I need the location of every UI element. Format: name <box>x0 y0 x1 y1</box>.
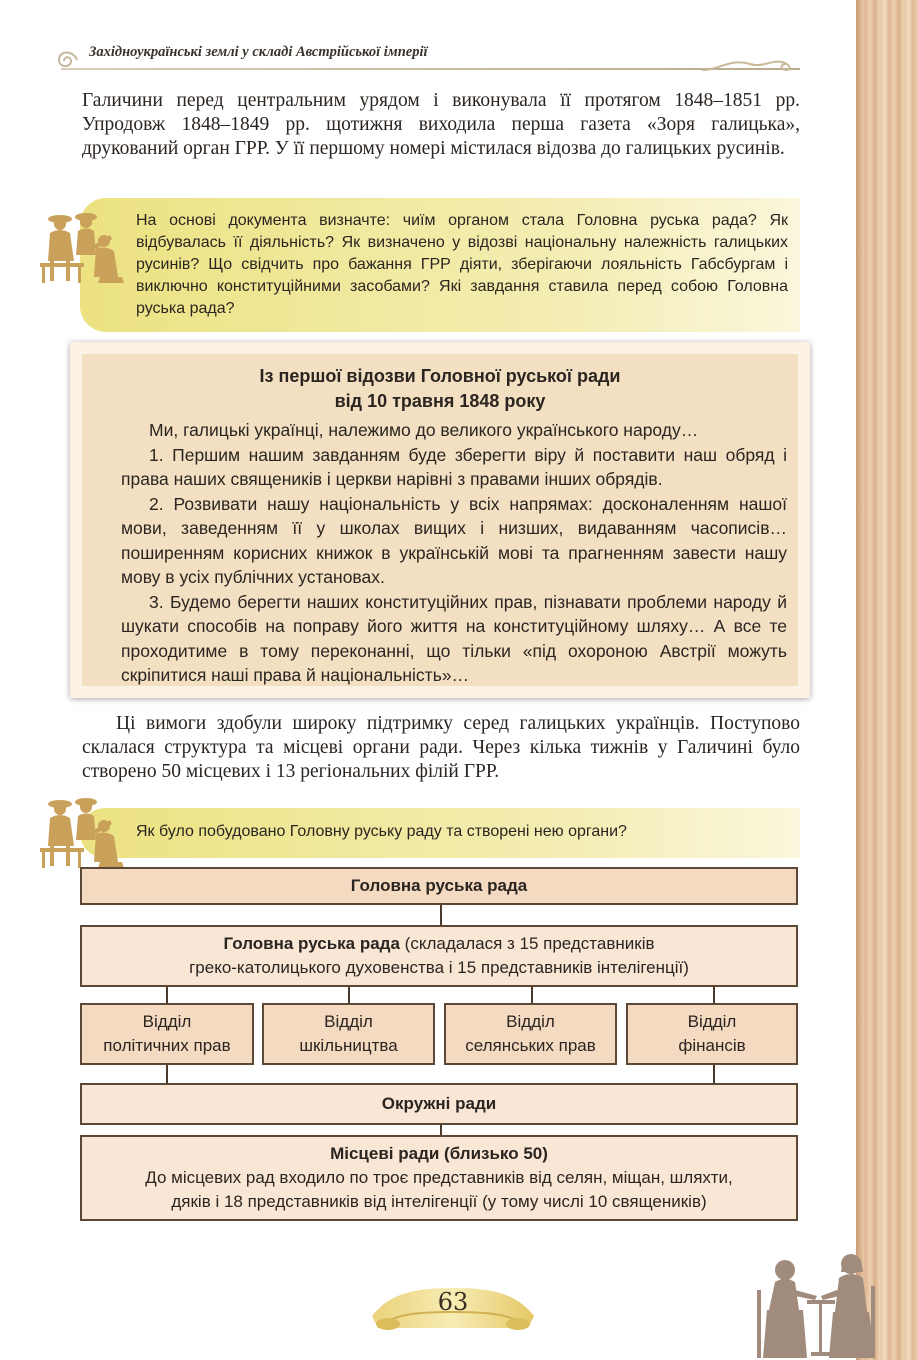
document-paragraph: Ми, галицькі українці, належимо до великого українського народу… <box>149 420 699 440</box>
local-councils-line1: До місцевих рад входило по троє представників від селян, міщан, шляхти, <box>145 1168 733 1187</box>
connector-line <box>440 1125 442 1135</box>
diagram-top-label: Головна руська рада <box>350 876 528 895</box>
department-box <box>444 1003 617 1065</box>
page-number-scroll <box>368 1276 538 1336</box>
document-title-line2: від 10 травня 1848 року <box>334 391 546 411</box>
intro-paragraph: Галичини перед центральним урядом і виконувала її протягом 1848–1851 рр. Упродовж 1848–1849 рр. щотижня виходила перша газета «Зоря галицька», друкований орган ГРР. У її першому номері містилася відозва до галицьких русинів. <box>82 90 800 159</box>
district-councils-box <box>80 1083 798 1125</box>
header-title: Західноукраїнські землі у складі Австрійської імперії <box>89 44 428 60</box>
department-line2: фінансів <box>678 1036 746 1055</box>
district-councils-label: Окружні ради <box>381 1094 497 1113</box>
connector-line <box>348 987 350 1003</box>
local-councils-title: Місцеві ради (близько 50) <box>330 1144 548 1163</box>
connector-line <box>440 905 442 925</box>
header-rule <box>61 68 800 70</box>
diagram-top-box <box>80 867 798 905</box>
department-line1: Відділ <box>687 1012 737 1031</box>
question-box-2 <box>80 808 800 858</box>
council-box <box>80 925 798 987</box>
local-councils-line2: дяків і 18 представників від інтелігенції (у тому числі 10 священиків) <box>171 1192 707 1211</box>
wooden-page-edge <box>856 0 918 1360</box>
department-box <box>626 1003 798 1065</box>
council-rest-label: (складалася з 15 представників <box>399 934 655 953</box>
department-line1: Відділ <box>142 1012 192 1031</box>
connector-line <box>713 987 715 1003</box>
department-line1: Відділ <box>324 1012 373 1031</box>
question-2-text: Як було побудовано Головну руську раду та створені нею органи? <box>136 823 627 840</box>
connector-line <box>166 1065 168 1083</box>
document-paragraph: 3. Будемо берегти наших конституційних прав, пізнавати проблеми народу й шукати способів на поправу його життя на конституційному шляху… А все те проходитиме в тому переконанні, що тільки «під охороною Австрії можуть скріпитися наші права й національність»… <box>121 591 787 685</box>
swirl-ornament-icon <box>700 56 800 74</box>
document-paragraph: 2. Розвивати нашу національність у всіх напрямах: досконаленням нашої мови, заведенням її у школах вищих і низших, видаванням часописів… поширенням корисних книжок в українській мові та прагненням завести нашу мову в усіх публічних установах. <box>121 493 787 587</box>
document-body <box>121 418 787 688</box>
body-paragraph: Ці вимоги здобули широку підтримку серед галицьких українців. Поступово склалася структура та місцеві органи ради. Через кілька тижнів у Галичині було створено 50 місцевих і 13 регіональних філій ГРР. <box>82 713 800 782</box>
document-paragraph: 1. Першим нашим завданням буде зберегти віру й поставити наш обряд і права наших священиків і церкви нарівні з правами інших обрядів. <box>121 444 787 489</box>
department-line2: селянських прав <box>465 1036 596 1055</box>
page-number: 63 <box>437 1288 469 1316</box>
council-line1 <box>223 932 654 956</box>
running-header <box>55 38 800 78</box>
question-box-1 <box>80 198 800 332</box>
reading-people-icon <box>38 790 128 870</box>
reading-people-icon <box>38 205 128 285</box>
department-line2: шкільництва <box>299 1036 398 1055</box>
document-excerpt <box>70 342 810 698</box>
document-title <box>70 364 810 414</box>
connector-line <box>531 987 533 1003</box>
council-bold-label: Головна руська рада <box>223 934 400 953</box>
document-title-line1: Із першої відозви Головної руської ради <box>259 366 621 386</box>
tea-party-silhouette-icon <box>755 1250 880 1360</box>
department-box <box>80 1003 254 1065</box>
department-line1: Відділ <box>506 1012 555 1031</box>
department-box <box>262 1003 435 1065</box>
council-line2: греко-католицького духовенства і 15 представників інтелігенції) <box>189 958 689 977</box>
department-line2: політичних прав <box>103 1036 231 1055</box>
connector-line <box>166 987 168 1003</box>
connector-line <box>713 1065 715 1083</box>
question-1-text: На основі документа визначте: чиїм органом стала Головна руська рада? Як відбувалась її діяльність? Як визначено у відозві національну належність галицьких русинів? Що свідчить про бажання ГРР діяти, зберігаючи лояльність Габсбургам і виключно конституційними засобами? Які завдання ставила перед собою Головна руська рада? <box>136 212 788 317</box>
local-councils-box <box>80 1135 798 1221</box>
